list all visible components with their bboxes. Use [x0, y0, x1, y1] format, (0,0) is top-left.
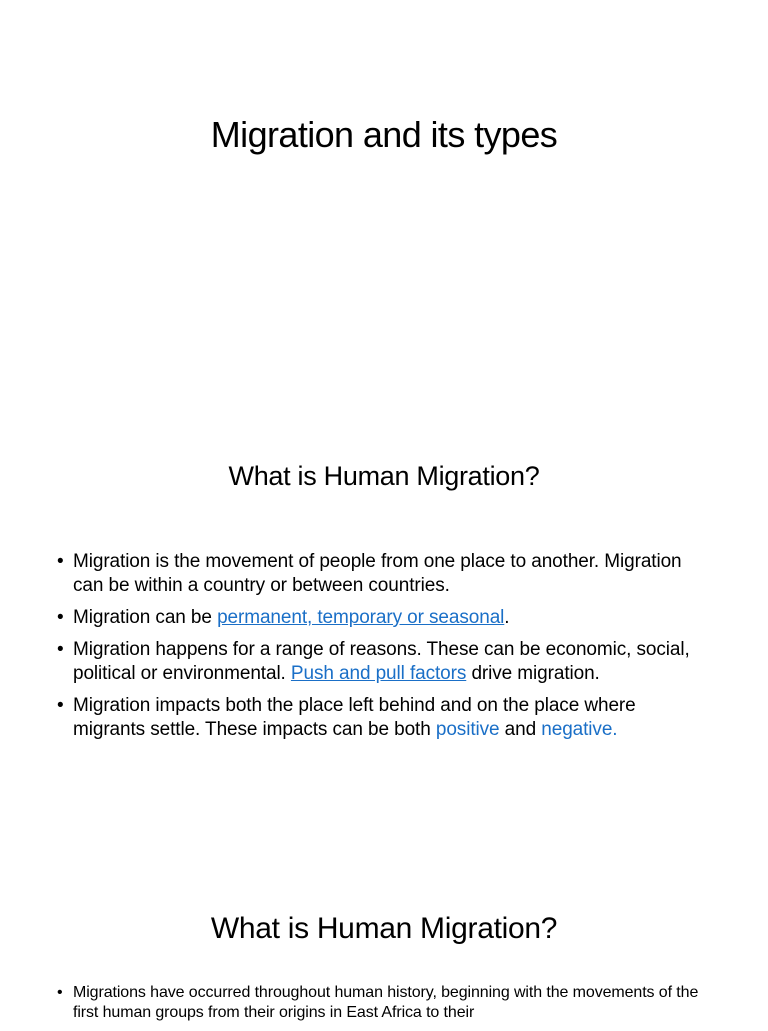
bullet-text: Migration is the movement of people from one place to another. Migration can be within a country or between countries.: [73, 551, 682, 596]
push-pull-factors-link[interactable]: Push and pull factors: [290, 663, 467, 684]
bullet-text: Migration happens for a range of reasons. These can be economic, social, political or environmental.: [73, 639, 690, 684]
bullet-text: and: [499, 719, 542, 740]
bullet-marker: •: [57, 984, 63, 1001]
page-title: Migration and its types: [210, 114, 558, 155]
bullet-marker: •: [57, 551, 64, 572]
slide-title-page: [0, 0, 768, 385]
bullet-marker: •: [57, 695, 64, 716]
bullet-marker: •: [57, 607, 64, 628]
bullet-text: .: [504, 607, 510, 628]
bullet-text: Migration impacts both the place left behind and on the place where migrants settle. These impacts can be both: [73, 695, 636, 740]
bullet-item: [57, 983, 707, 1023]
bullet-item: [57, 638, 707, 686]
bullet-text: Migration can be: [73, 607, 218, 628]
bullet-text: drive migration.: [466, 663, 600, 684]
bullet-list: [57, 550, 707, 750]
slide-what-is-migration-2: [0, 875, 768, 1024]
negative-term: negative.: [541, 719, 618, 740]
slide-heading: What is Human Migration?: [228, 461, 540, 491]
bullet-text: Migrations have occurred throughout human history, beginning with the movements of the first human groups from their origins in East Africa to their: [73, 984, 699, 1021]
bullet-marker: •: [57, 639, 64, 660]
slide-heading: What is Human Migration?: [210, 912, 558, 945]
positive-term: positive: [435, 719, 500, 740]
bullet-item: [57, 550, 707, 598]
permanent-temporary-seasonal-link[interactable]: permanent, temporary or seasonal: [217, 607, 505, 628]
bullet-item: [57, 606, 707, 630]
bullet-item: [57, 694, 707, 742]
slide-what-is-migration: [0, 385, 768, 815]
